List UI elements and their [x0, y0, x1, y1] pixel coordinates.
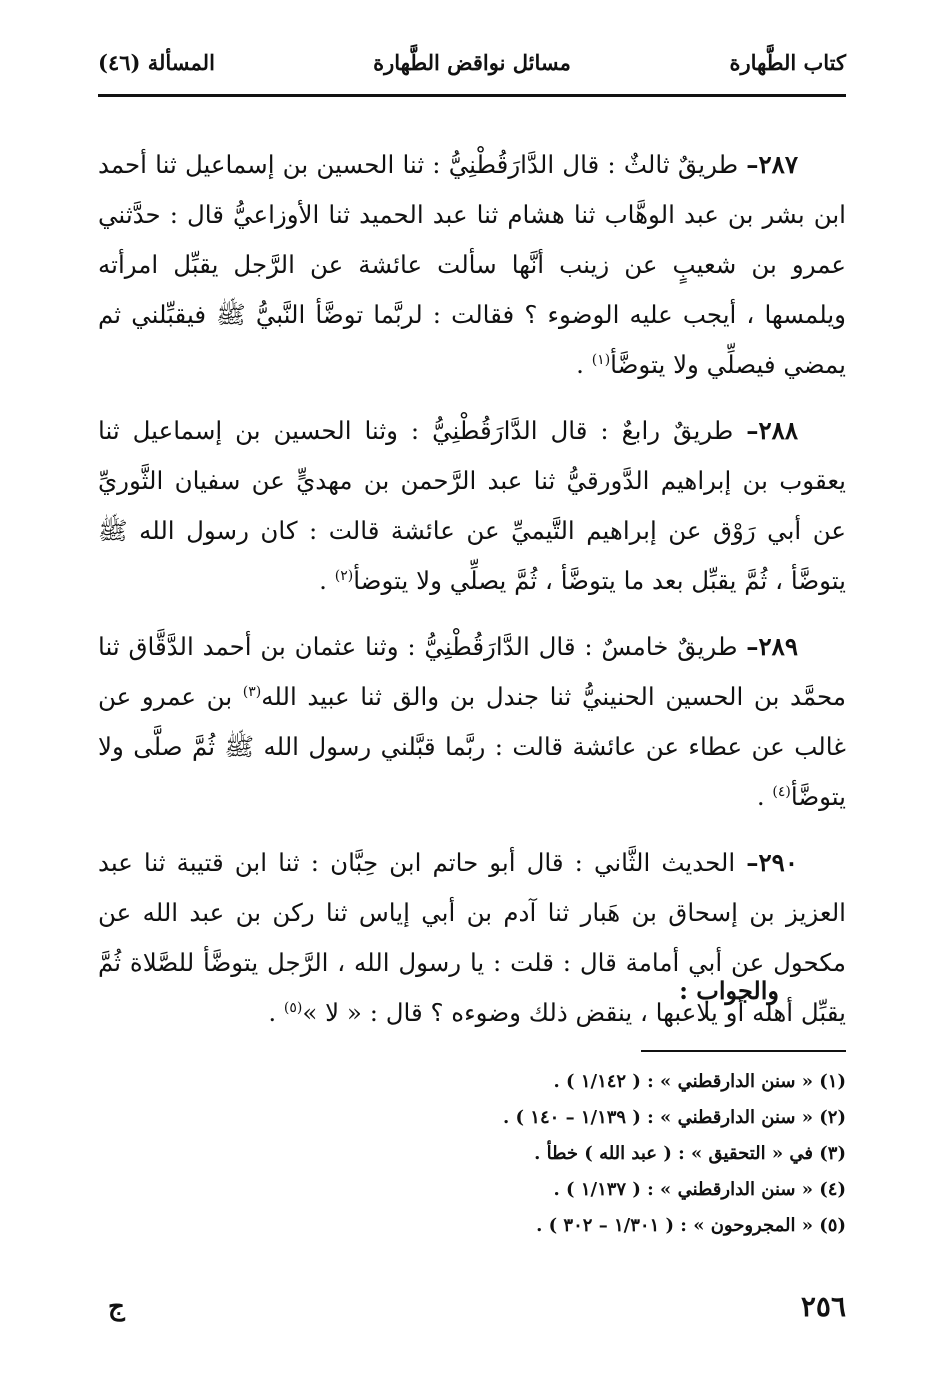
paragraph-text: الحديث الثَّاني : قال أبو حاتم ابن حِبَّان : ثنا ابن قتيبة ثنا عبد العزيز بن إسحاق بن هَبار ثنا آدم بن أبي إياس ثنا ركن بن عبد الله عن مكحول عن أبي أمامة قال : قلت : يا رسول الله ، الرَّجل يتوضَّأ للصَّلاة ثُمَّ يقبِّل أهله أو يلاعبها ، ينقض ذلك وضوءه ؟ قال : « لا »: [98, 848, 846, 1027]
paragraph-290: [98, 838, 846, 1038]
paragraph-text: بن عمرو عن غالب عن عطاء عن عائشة قالت : ربَّما قبَّلني رسول الله ﷺ ثُمَّ صلَّى ولا يتوضَّأ: [98, 682, 846, 811]
chapter-title: مسائل نواقض الطَّهارة: [373, 50, 571, 75]
question-label: المسألة (٤٦): [98, 50, 215, 75]
footnote-ref: (٢): [334, 567, 354, 584]
footnote-2: (٢) « سنن الدارقطني » : ( ١/١٣٩ – ١٤٠ ) .: [502, 1107, 846, 1128]
paragraph-text: طريقٌ ثالثٌ : قال الدَّارَقُطْنِيُّ : ثنا الحسين بن إسماعيل ثنا أحمد ابن بشر بن عبد الوهَّاب ثنا هشام ثنا عبد الحميد ثنا الأوزاعيُّ قال : حدَّثني عمرو بن شعيبٍ عن زينب أنَّها سألت عائشة عن الرَّجل يقبِّل امرأته ويلمسها ، أيجب عليه الوضوء ؟ فقالت : لربَّما توضَّأ النَّبيُّ ﷺ فيقبِّلني ثم يمضي فيصلِّي ولا يتوضَّأ: [98, 150, 846, 379]
footnotes: [246, 1064, 846, 1244]
paragraph-289: [98, 622, 846, 822]
paragraph-end: .: [268, 998, 284, 1027]
paragraph-end: .: [756, 782, 773, 811]
paragraph-end: .: [576, 350, 592, 379]
paragraph-287: [98, 140, 846, 390]
main-text: [98, 140, 846, 1054]
paragraph-end: .: [319, 566, 335, 595]
hadith-number: ٢٨٧–: [746, 150, 798, 179]
footnote-5: (٥) « المجروحون » : ( ١/٣٠١ – ٣٠٢ ) .: [536, 1215, 846, 1236]
hadith-number: ٢٩٠–: [746, 848, 798, 877]
header-rule: [98, 94, 846, 97]
footnote-rule: [641, 1050, 846, 1052]
footnote-ref: (٥): [283, 999, 303, 1016]
answer-heading: والجواب :: [679, 976, 779, 1005]
paragraph-288: [98, 406, 846, 606]
page-number: ٢٥٦: [800, 1290, 846, 1323]
footnote-ref: (٣): [242, 683, 262, 700]
paragraph-text: طريقٌ رابعٌ : قال الدَّارَقُطْنِيُّ : وثنا الحسين بن إسماعيل ثنا يعقوب بن إبراهيم الدَّورقيُّ ثنا عبد الرَّحمن بن مهديٍّ عن سفيان الثَّوريِّ عن أبي رَوْق عن إبراهيم التَّيميِّ عن عائشة قالت : كان رسول الله ﷺ يتوضَّأ ، ثُمَّ يقبِّل بعد ما يتوضَّأ ، ثُمَّ يصلِّي ولا يتوضأ: [98, 416, 846, 595]
book-title: كتاب الطَّهارة: [729, 50, 846, 75]
paragraph-text: طريقٌ خامسٌ : قال الدَّارَقُطْنِيُّ : وثنا عثمان بن أحمد الدَّقَّاق ثنا محمَّد بن الحسين الحنينيُّ ثنا جندل بن والق ثنا عبيد الله: [98, 632, 846, 711]
signature-mark: ج: [108, 1292, 125, 1322]
running-header: [98, 46, 846, 86]
footnote-1: (١) « سنن الدارقطني » : ( ١/١٤٢ ) .: [553, 1071, 846, 1092]
footnote-ref: (٤): [772, 783, 791, 800]
footnote-4: (٤) « سنن الدارقطني » : ( ١/١٣٧ ) .: [553, 1179, 846, 1200]
hadith-number: ٢٨٨–: [746, 416, 798, 445]
footnote-3: (٣) في « التحقيق » : ( عبد الله ) خطأ .: [534, 1143, 846, 1164]
hadith-number: ٢٨٩–: [746, 632, 798, 661]
footnote-ref: (١): [591, 351, 611, 368]
